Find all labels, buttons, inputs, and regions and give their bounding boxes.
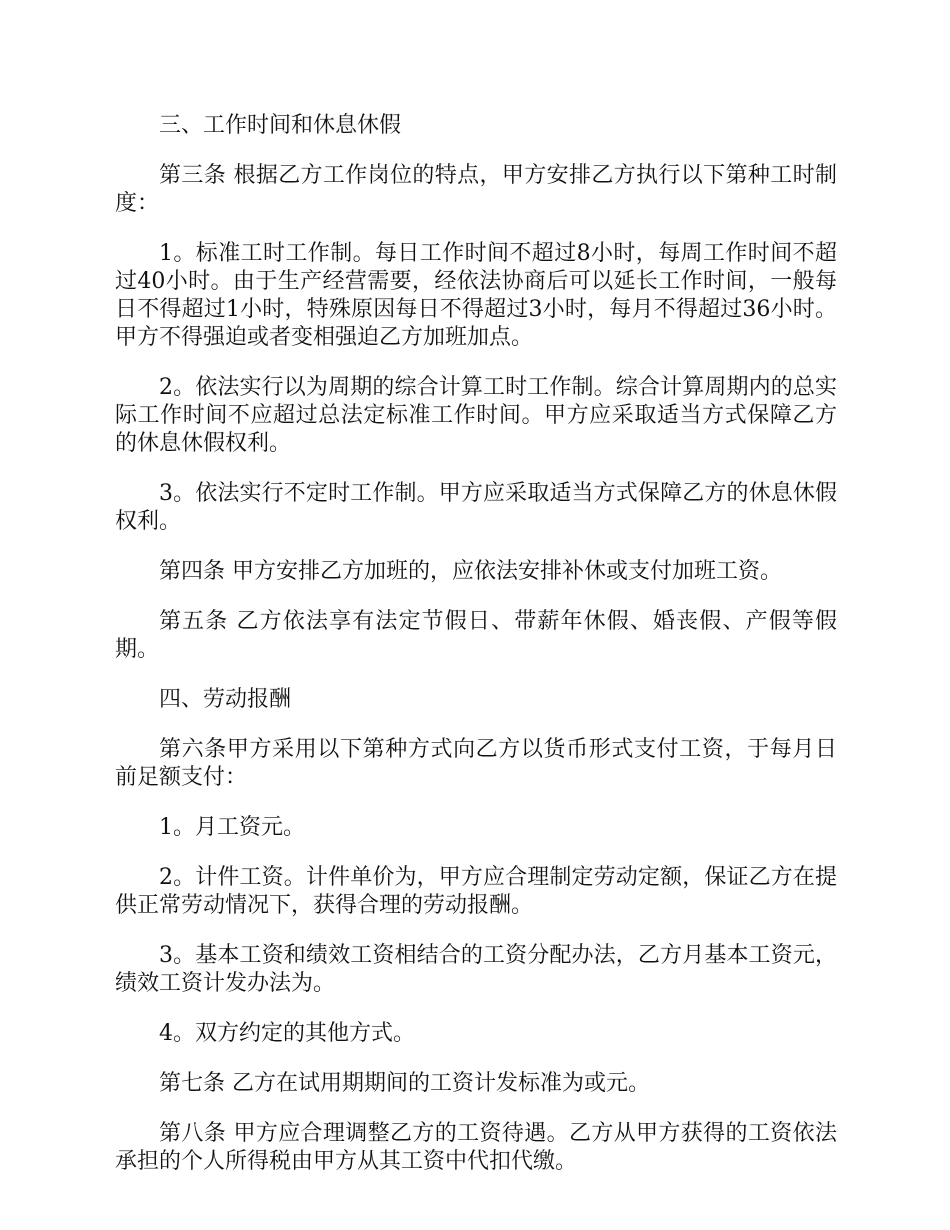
article-5: 第五条 乙方依法享有法定节假日、带薪年休假、婚丧假、产假等假期。 bbox=[115, 609, 837, 662]
article-7: 第七条 乙方在试用期期间的工资计发标准为或元。 bbox=[159, 1071, 650, 1096]
document-page bbox=[115, 112, 837, 1176]
article-3-item-2: 2。依法实行以为周期的综合计算工时工作制。综合计算周期内的总实际工作时间不应超过总法定标准工作时间。甲方应采取适当方式保障乙方的休息休假权利。 bbox=[115, 375, 837, 456]
article-6-item-3: 3。基本工资和绩效工资相结合的工资分配办法，乙方月基本工资元，绩效工资计发办法为。 bbox=[115, 943, 837, 996]
article-3-item-1: 1。标准工时工作制。每日工作时间不超过8小时，每周工作时间不超过40小时。由于生产经营需要，经依法协商后可以延长工作时间，一般每日不得超过1小时，特殊原因每日不得超过3小时，每月不得超过36小时。甲方不得强迫或者变相强迫乙方加班加点。 bbox=[115, 241, 837, 350]
article-4: 第四条 甲方安排乙方加班的，应依法安排补休或支付加班工资。 bbox=[159, 559, 782, 584]
article-6-item-4: 4。双方约定的其他方式。 bbox=[159, 1021, 415, 1046]
section-heading-remuneration: 四、劳动报酬 bbox=[159, 687, 292, 712]
article-6-item-2: 2。计件工资。计件单价为，甲方应合理制定劳动定额，保证乙方在提供正常劳动情况下，获得合理的劳动报酬。 bbox=[115, 865, 837, 918]
section-heading-working-hours: 三、工作时间和休息休假 bbox=[159, 113, 402, 138]
article-6-item-1: 1。月工资元。 bbox=[159, 815, 305, 840]
article-6: 第六条甲方采用以下第种方式向乙方以货币形式支付工资，于每月日前足额支付： bbox=[115, 737, 837, 790]
article-8: 第八条 甲方应合理调整乙方的工资待遇。乙方从甲方获得的工资依法承担的个人所得税由甲方从其工资中代扣代缴。 bbox=[115, 1121, 837, 1174]
article-3: 第三条 根据乙方工作岗位的特点，甲方安排乙方执行以下第种工时制度： bbox=[115, 163, 837, 216]
article-3-item-3: 3。依法实行不定时工作制。甲方应采取适当方式保障乙方的休息休假权利。 bbox=[115, 481, 837, 534]
